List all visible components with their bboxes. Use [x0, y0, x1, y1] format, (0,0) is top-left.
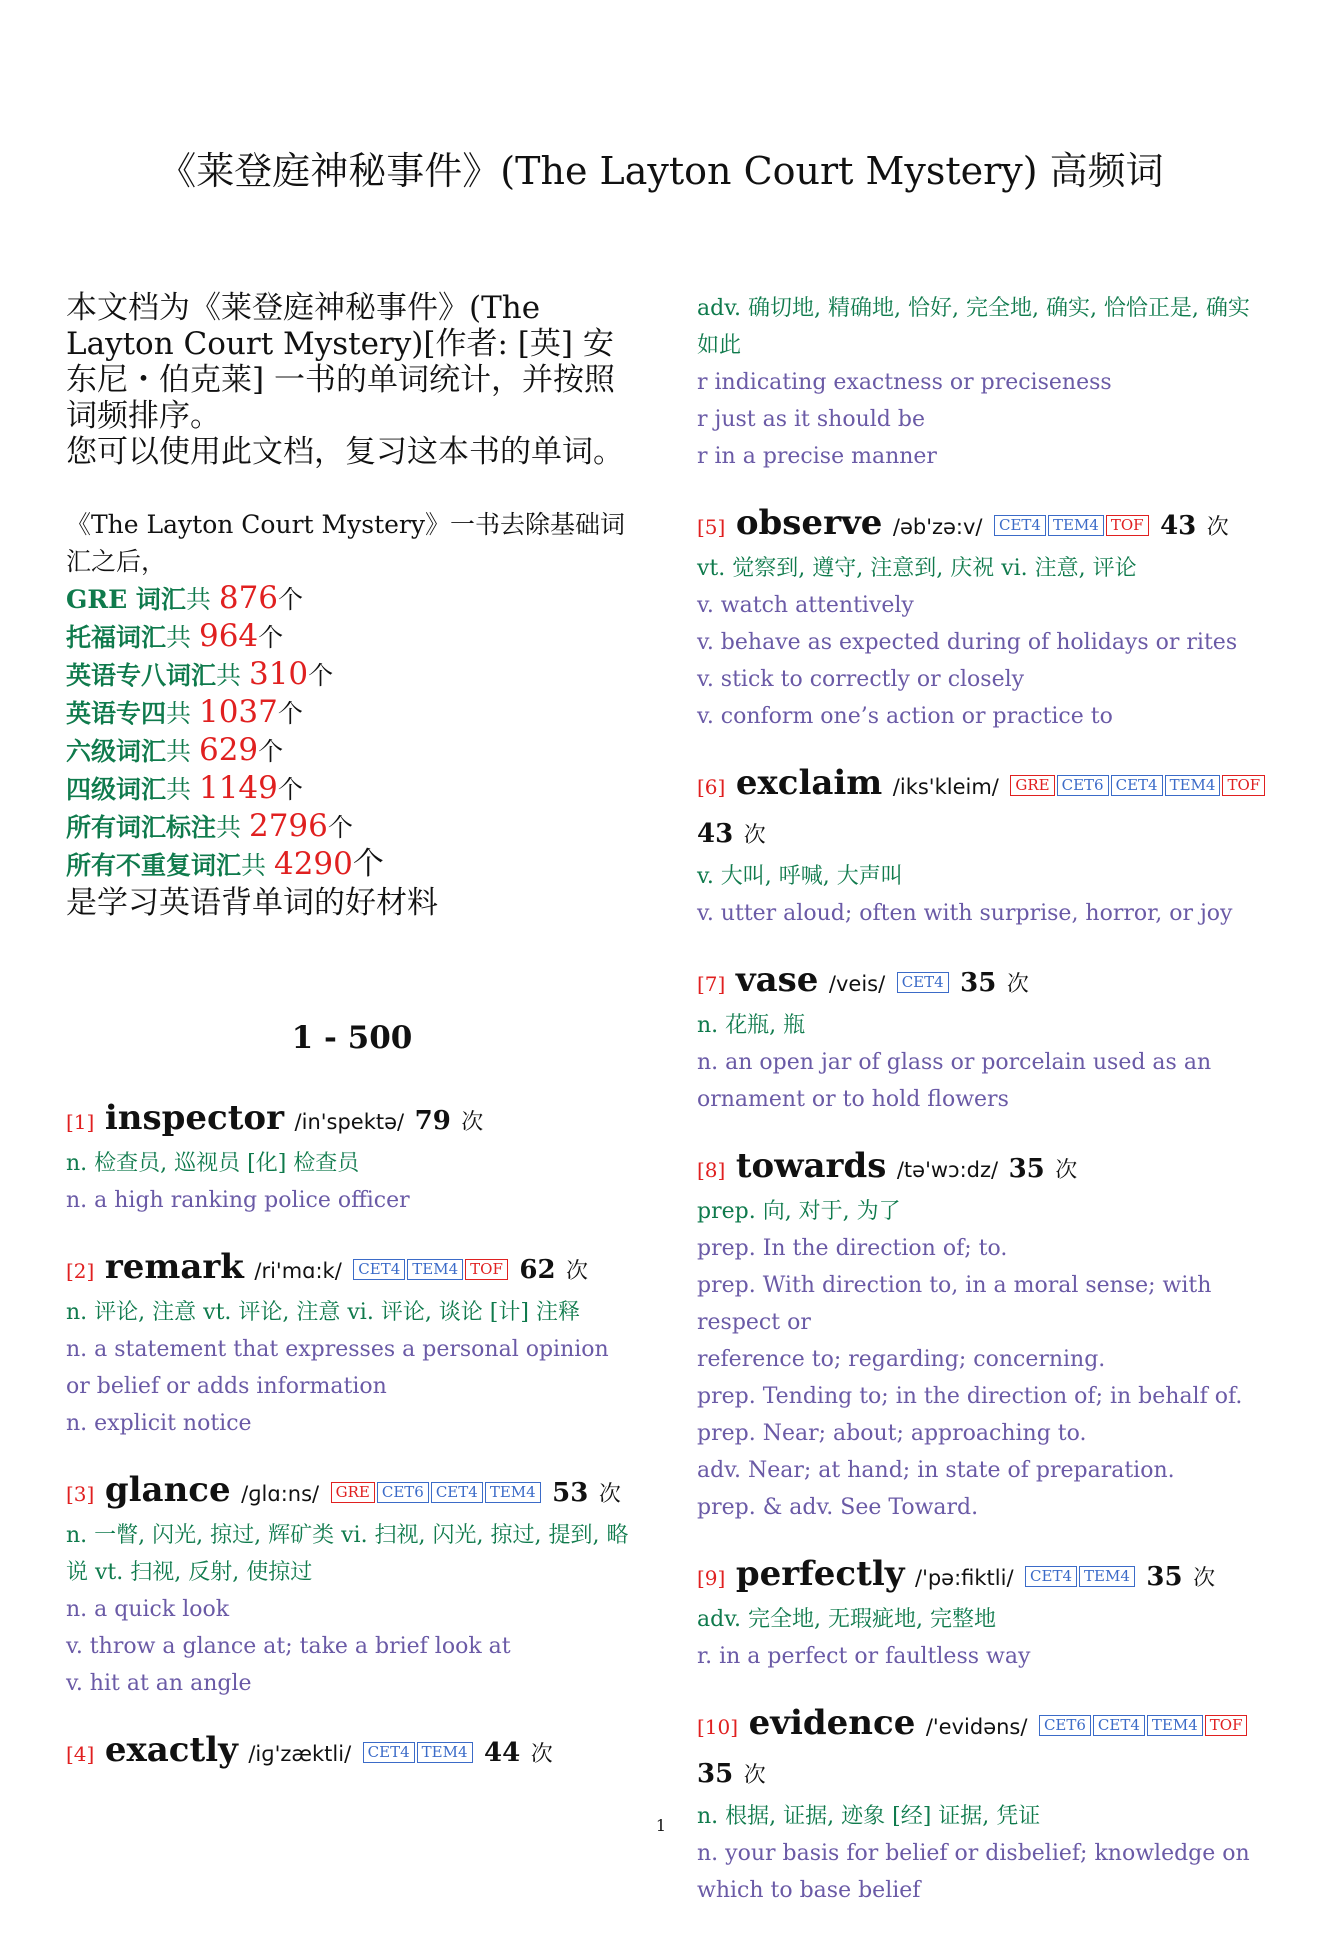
entry-count-unit: 次 — [743, 823, 766, 848]
exam-tag: TEM4 — [407, 1259, 463, 1280]
entry-head — [697, 1701, 1267, 1798]
word-entry-continued — [697, 290, 1267, 475]
intro-line-2: 您可以使用此文档，复习这本书的单词。 — [66, 434, 624, 470]
entry-head — [697, 761, 1267, 858]
exam-tag: CET6 — [1057, 775, 1109, 796]
exam-tag: CET4 — [431, 1482, 483, 1503]
word-entry — [66, 1468, 638, 1702]
definition-en: n. your basis for belief or disbelief; knowledge on which to base belief — [697, 1841, 1250, 1903]
intro-line-1: 本文档为《莱登庭神秘事件》(The Layton Court Mystery)[作者: [英] 安东尼・伯克莱] 一书的单词统计，并按照词频排序。 — [66, 290, 615, 434]
left-column — [66, 290, 638, 1803]
intro — [66, 290, 638, 470]
entry-index: [4] — [66, 1742, 95, 1766]
exam-tag: CET4 — [1093, 1715, 1145, 1736]
stat-unit: 个 — [308, 661, 334, 690]
exam-tag: TOF — [1222, 775, 1265, 796]
stat-line — [66, 694, 638, 732]
word-entry — [66, 1245, 638, 1442]
stat-unit: 个 — [277, 699, 303, 728]
stat-unit: 个 — [277, 775, 303, 804]
exam-tag: CET6 — [377, 1482, 429, 1503]
entry-ipa: /əb'zə:v/ — [892, 515, 983, 539]
definition-cn: n. 检查员, 巡视员 [化] 检查员 — [66, 1151, 360, 1176]
entry-index: [2] — [66, 1259, 95, 1283]
exam-tag: CET4 — [353, 1259, 405, 1280]
entry-count-unit: 次 — [530, 1742, 553, 1767]
definition-en: reference to; regarding; concerning. — [697, 1347, 1106, 1372]
exam-tag: CET4 — [897, 972, 949, 993]
definition-en: n. explicit notice — [66, 1411, 252, 1436]
stat-label: 所有不重复词汇 — [66, 851, 242, 880]
page-number: 1 — [655, 1816, 667, 1835]
stat-unit: 个 — [327, 813, 353, 842]
entry-ipa: /in'spektə/ — [294, 1110, 405, 1134]
definition-cn: prep. 向, 对于, 为了 — [697, 1199, 901, 1224]
word-entry — [697, 958, 1267, 1118]
word-entry — [697, 761, 1267, 932]
word-entry — [66, 1728, 638, 1777]
entry-count: 53 — [552, 1478, 589, 1508]
definition-en: v. watch attentively — [697, 593, 914, 618]
definition-en: r just as it should be — [697, 407, 925, 432]
stat-mid: 共 — [185, 585, 219, 614]
entry-word: exclaim — [735, 763, 883, 803]
entry-index: [7] — [697, 972, 726, 996]
entry-count: 44 — [484, 1738, 521, 1768]
entries-left — [66, 1096, 638, 1777]
entry-count: 79 — [414, 1106, 451, 1136]
entry-word: observe — [735, 503, 883, 543]
stat-value: 4290 — [273, 846, 353, 882]
stat-unit: 个 — [258, 737, 284, 766]
definition-cn: adv. 完全地, 无瑕疵地, 完整地 — [697, 1607, 996, 1632]
stat-value: 310 — [248, 656, 309, 692]
definition-cn: n. 花瓶, 瓶 — [697, 1013, 806, 1038]
entry-index: [9] — [697, 1566, 726, 1590]
stat-value: 1149 — [198, 770, 278, 806]
definition-en: prep. With direction to, in a moral sense; with respect or — [697, 1273, 1212, 1335]
definition-cn: n. 根据, 证据, 迹象 [经] 证据, 凭证 — [697, 1804, 1041, 1829]
stat-mid: 共 — [216, 661, 249, 690]
definition-en: v. hit at an angle — [66, 1671, 252, 1696]
entry-head — [697, 958, 1267, 1007]
stat-unit: 个 — [258, 623, 284, 652]
exam-tag: CET6 — [1039, 1715, 1091, 1736]
word-entry — [697, 1701, 1267, 1909]
stat-mid: 共 — [166, 775, 199, 804]
definition-en: v. behave as expected during of holidays or rites — [697, 630, 1238, 655]
stat-label: 英语专八词汇 — [66, 661, 217, 690]
stat-label: 英语专四 — [66, 699, 167, 728]
entry-count-unit: 次 — [1206, 515, 1229, 540]
exam-tag: CET4 — [994, 515, 1046, 536]
definition-en: prep. Tending to; in the direction of; in behalf of. — [697, 1384, 1243, 1409]
exam-tag: CET4 — [1025, 1566, 1077, 1587]
entry-index: [3] — [66, 1482, 95, 1506]
definition-en: prep. Near; about; approaching to. — [697, 1421, 1087, 1446]
entry-word: towards — [735, 1146, 887, 1186]
definition-cn: n. 评论, 注意 vt. 评论, 注意 vi. 评论, 谈论 [计] 注释 — [66, 1300, 580, 1325]
word-entry — [697, 501, 1267, 735]
definition-cn: vt. 觉察到, 遵守, 注意到, 庆祝 vi. 注意, 评论 — [697, 556, 1137, 581]
entry-word: evidence — [748, 1703, 916, 1743]
stat-line — [66, 656, 638, 694]
definition-en: v. throw a glance at; take a brief look at — [66, 1634, 511, 1659]
definition-en: r in a precise manner — [697, 444, 937, 469]
entry-head — [66, 1468, 638, 1517]
entry-word: glance — [104, 1470, 231, 1510]
entry-word: exactly — [104, 1730, 238, 1770]
entry-index: [5] — [697, 515, 726, 539]
word-entry — [697, 1144, 1267, 1526]
entry-word: inspector — [104, 1098, 285, 1138]
entry-ipa: /tə'wɔ:dz/ — [896, 1158, 999, 1182]
entry-count: 43 — [697, 819, 734, 849]
entry-count: 62 — [519, 1255, 556, 1285]
entry-count-unit: 次 — [566, 1259, 589, 1284]
definition-en: prep. In the direction of; to. — [697, 1236, 1008, 1261]
exam-tag: TEM4 — [1048, 515, 1104, 536]
stat-mid: 共 — [241, 851, 274, 880]
stats-closing: 是学习英语背单词的好材料 — [66, 885, 438, 921]
entry-count: 35 — [1008, 1154, 1045, 1184]
exam-tag: GRE — [331, 1482, 375, 1503]
entry-count: 35 — [960, 968, 997, 998]
definition-en: prep. & adv. See Toward. — [697, 1495, 979, 1520]
entry-count-unit: 次 — [461, 1110, 484, 1135]
entry-count: 35 — [697, 1759, 734, 1789]
stats-block — [66, 506, 638, 922]
entry-head — [66, 1728, 638, 1777]
stat-label: 六级词汇 — [66, 737, 167, 766]
entry-ipa: /ɡlɑ:ns/ — [241, 1482, 320, 1506]
exam-tag: GRE — [1010, 775, 1054, 796]
range-heading: 1 - 500 — [291, 1020, 413, 1056]
stat-value: 876 — [218, 580, 279, 616]
exam-tag: TEM4 — [417, 1742, 473, 1763]
stat-mid: 共 — [216, 813, 249, 842]
entry-head — [697, 1552, 1267, 1601]
word-entry — [697, 1552, 1267, 1675]
stat-line — [66, 808, 638, 846]
exam-tag: TEM4 — [1147, 1715, 1203, 1736]
stat-mid: 共 — [166, 737, 199, 766]
stat-unit: 个 — [352, 846, 384, 882]
entry-count: 35 — [1146, 1562, 1183, 1592]
entries-right — [697, 290, 1267, 1909]
word-entry — [66, 1096, 638, 1219]
entry-index: [8] — [697, 1158, 726, 1182]
entry-count-unit: 次 — [1006, 972, 1029, 997]
exam-tag: TOF — [1205, 1715, 1248, 1736]
definition-en: adv. Near; at hand; in state of preparation. — [697, 1458, 1175, 1483]
definition-en: v. conform one’s action or practice to — [697, 704, 1113, 729]
definition-en: n. a statement that expresses a personal opinion or belief or adds information — [66, 1337, 609, 1399]
definition-en: r. in a perfect or faultless way — [697, 1644, 1031, 1669]
stat-value: 1037 — [198, 694, 278, 730]
entry-count-unit: 次 — [1055, 1158, 1078, 1183]
entry-head — [697, 501, 1267, 550]
stat-unit: 个 — [278, 585, 304, 614]
entry-ipa: /veis/ — [828, 972, 886, 996]
stats-lead: 《The Layton Court Mystery》一书去除基础词汇之后， — [66, 510, 625, 576]
exam-tag: TEM4 — [1165, 775, 1221, 796]
stat-line — [66, 846, 638, 884]
exam-tag: TEM4 — [1079, 1566, 1135, 1587]
entry-head — [697, 1144, 1267, 1193]
stat-label: 托福词汇 — [66, 623, 167, 652]
entry-word: perfectly — [735, 1554, 905, 1594]
entry-ipa: /iɡ'zæktli/ — [248, 1742, 352, 1766]
entry-ipa: /ri'mɑ:k/ — [254, 1259, 342, 1283]
exam-tag: CET4 — [363, 1742, 415, 1763]
stat-line — [66, 732, 638, 770]
stat-line — [66, 618, 638, 656]
entry-count-unit: 次 — [1193, 1566, 1216, 1591]
entry-ipa: /iks'kleim/ — [892, 775, 999, 799]
stat-label: 所有词汇标注 — [66, 813, 217, 842]
entry-ipa: /'pə:fiktli/ — [915, 1566, 1014, 1590]
stat-mid: 共 — [166, 699, 199, 728]
definition-cn: adv. 确切地, 精确地, 恰好, 完全地, 确实, 恰恰正是, 确实如此 — [697, 296, 1250, 358]
definition-en: n. a quick look — [66, 1597, 230, 1622]
entry-ipa: /'evidəns/ — [925, 1715, 1028, 1739]
stat-value: 2796 — [248, 808, 328, 844]
exam-tag: TOF — [1106, 515, 1149, 536]
entry-word: remark — [104, 1247, 244, 1287]
stat-value: 629 — [198, 732, 259, 768]
stat-line — [66, 770, 638, 808]
definition-en: v. utter aloud; often with surprise, horror, or joy — [697, 901, 1233, 926]
entry-head — [66, 1096, 638, 1145]
exam-tag: TEM4 — [485, 1482, 541, 1503]
entry-word: vase — [735, 960, 819, 1000]
definition-en: n. an open jar of glass or porcelain used as an ornament or to hold flowers — [697, 1050, 1212, 1112]
exam-tag: CET4 — [1111, 775, 1163, 796]
definition-en: v. stick to correctly or closely — [697, 667, 1025, 692]
stat-label: GRE 词汇 — [66, 585, 186, 614]
entry-head — [66, 1245, 638, 1294]
stat-value: 964 — [198, 618, 259, 654]
page-title: 《莱登庭神秘事件》(The Layton Court Mystery) 高频词 — [158, 149, 1164, 193]
entry-count-unit: 次 — [598, 1482, 621, 1507]
stat-label: 四级词汇 — [66, 775, 167, 804]
definition-cn: v. 大叫, 呼喊, 大声叫 — [697, 864, 903, 889]
stat-mid: 共 — [166, 623, 199, 652]
entry-index: [6] — [697, 775, 726, 799]
definition-en: r indicating exactness or preciseness — [697, 370, 1112, 395]
entry-index: [1] — [66, 1110, 95, 1134]
exam-tag: TOF — [465, 1259, 508, 1280]
entry-count: 43 — [1160, 511, 1197, 541]
definition-en: n. a high ranking police officer — [66, 1188, 410, 1213]
entry-count-unit: 次 — [743, 1763, 766, 1788]
entry-index: [10] — [697, 1715, 739, 1739]
stat-line — [66, 580, 638, 618]
right-column — [697, 290, 1267, 1935]
definition-cn: n. 一瞥, 闪光, 掠过, 辉矿类 vi. 扫视, 闪光, 掠过, 提到, 略说 vt. 扫视, 反射, 使掠过 — [66, 1523, 629, 1585]
